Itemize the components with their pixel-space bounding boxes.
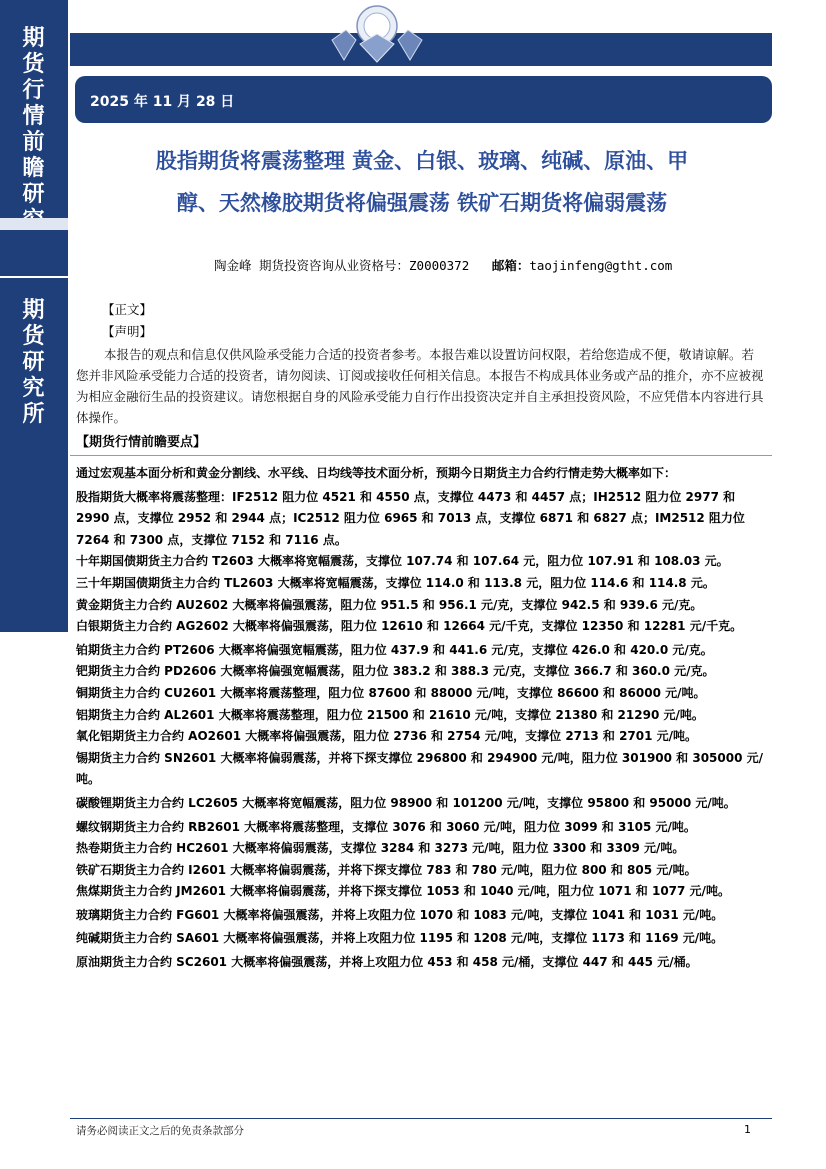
forecast-item: 铜期货主力合约 CU2601 大概率将震荡整理，阻力位 87600 和 88000 元/吨，支撑位 86600 和 86000 元/吨。 bbox=[76, 685, 706, 700]
forecast-item: 氧化铝期货主力合约 AO2601 大概率将偏强震荡，阻力位 2736 和 2754 元/吨，支撑位 2713 和 2701 元/吨。 bbox=[76, 729, 698, 744]
forecast-item: 钯期货主力合约 PD2606 大概率将偏强宽幅震荡，阻力位 383.2 和 388.3 元/克，支撑位 366.7 和 360.0 元/克。 bbox=[76, 664, 715, 679]
forecast-item: 碳酸锂期货主力合约 LC2605 大概率将宽幅震荡，阻力位 98900 和 101200 元/吨，支撑位 95800 和 95000 元/吨。 bbox=[76, 795, 736, 810]
footer-divider bbox=[70, 1118, 772, 1119]
section-title: 【期货行情前瞻要点】 bbox=[76, 435, 207, 450]
forecast-item: 螺纹钢期货主力合约 RB2601 大概率将震荡整理，支撑位 3076 和 3060 元/吨，阻力位 3099 和 3105 元/吨。 bbox=[76, 819, 696, 834]
author-email[interactable]: taojinfeng@gtht.com bbox=[529, 258, 673, 273]
forecast-item: 锡期货主力合约 SN2601 大概率将偏弱震荡，并将下探支撑位 296800 和 294900 元/吨，阻力位 301900 和 305000 元/吨。 bbox=[76, 750, 764, 787]
intro-paragraph: 通过宏观基本面分析和黄金分割线、水平线、日均线等技术面分析，预期今日期货主力合约行情走势大概率如下： bbox=[76, 466, 677, 480]
forecast-item: 玻璃期货主力合约 FG601 大概率将偏强震荡，并将上攻阻力位 1070 和 1083 元/吨，支撑位 1041 和 1031 元/吨。 bbox=[76, 907, 724, 922]
forecast-item: 铁矿石期货主力合约 I2601 大概率将偏弱震荡，并将下探支撑位 783 和 780 元/吨，阻力位 800 和 805 元/吨。 bbox=[76, 862, 697, 877]
section-divider bbox=[70, 455, 772, 456]
forecast-item: 焦煤期货主力合约 JM2601 大概率将偏弱震荡，并将下探支撑位 1053 和 1040 元/吨，阻力位 1071 和 1077 元/吨。 bbox=[76, 884, 730, 899]
sidebar-divider bbox=[0, 276, 68, 278]
forecast-item: 原油期货主力合约 SC2601 大概率将偏强震荡，并将上攻阻力位 453 和 458 元/桶，支撑位 447 和 445 元/桶。 bbox=[76, 955, 698, 970]
title-line-1: 股指期货将震荡整理 黄金、白银、玻璃、纯碱、原油、甲 bbox=[155, 148, 689, 173]
report-title bbox=[82, 140, 762, 224]
sidebar-label-bottom: 期货研究所 bbox=[22, 298, 46, 427]
sidebar-gap bbox=[0, 218, 68, 230]
sidebar-bottom-panel bbox=[0, 230, 68, 632]
declaration-text: 本报告的观点和信息仅供风险承受能力合适的投资者参考。本报告难以设置访问权限，若给您造成不便，敬请谅解。若您并非风险承受能力合适的投资者，请勿阅读、订阅或接收任何相关信息。本报告不构成具体业务或产品的推介，亦不应被视为相应金融衍生品的投资建议。请您根据自身的风险承受能力自行作出投资决定并自主承担投资风险，不应凭借本内容进行具体操作。 bbox=[76, 347, 764, 425]
main-text-label: 【正文】 bbox=[102, 302, 153, 317]
email-label: 邮箱： bbox=[491, 258, 530, 273]
page-number: 1 bbox=[744, 1123, 751, 1136]
forecast-list bbox=[76, 463, 768, 974]
forecast-item: 十年期国债期货主力合约 T2603 大概率将宽幅震荡，支撑位 107.74 和 107.64 元，阻力位 107.91 和 108.03 元。 bbox=[76, 554, 729, 569]
forecast-item: 铝期货主力合约 AL2601 大概率将震荡整理，阻力位 21500 和 21610 元/吨，支撑位 21380 和 21290 元/吨。 bbox=[76, 707, 704, 722]
forecast-item: 三十年期国债期货主力合约 TL2603 大概率将宽幅震荡，支撑位 114.0 和 113.8 元，阻力位 114.6 和 114.8 元。 bbox=[76, 575, 715, 590]
forecast-item: 铂期货主力合约 PT2606 大概率将偏强宽幅震荡，阻力位 437.9 和 441.6 元/克，支撑位 426.0 和 420.0 元/克。 bbox=[76, 642, 713, 657]
author-name-cert: 陶金峰 期货投资咨询从业资格号：Z0000372 bbox=[214, 258, 470, 273]
forecast-item: 白银期货主力合约 AG2602 大概率将偏强震荡，阻力位 12610 和 12664 元/千克，支撑位 12350 和 12281 元/千克。 bbox=[76, 619, 743, 634]
diamond-logo-icon bbox=[322, 4, 432, 64]
author-info bbox=[214, 256, 672, 274]
forecast-item: 黄金期货主力合约 AU2602 大概率将偏强震荡，阻力位 951.5 和 956.1 元/克，支撑位 942.5 和 939.6 元/克。 bbox=[76, 597, 703, 612]
sidebar-label-top: 期货行情前瞻研 bbox=[22, 26, 46, 207]
report-date: 2025 年 11 月 28 日 bbox=[90, 94, 235, 110]
forecast-item: 股指期货大概率将震荡整理：IF2512 阻力位 4521 和 4550 点，支撑位 4473 和 4457 点；IH2512 阻力位 2977 和 2990 点，支撑位 2952 和 2944 点；IC2512 阻力位 6965 和 7013 点，支撑位 6871 和 6827 点；IM2512 阻力位 7264 和 7300 点，支撑位 7152 和 7116 点。 bbox=[76, 489, 745, 547]
statement-label: 【声明】 bbox=[102, 324, 153, 339]
footer-disclaimer: 请务必阅读正文之后的免责条款部分 bbox=[76, 1125, 244, 1137]
forecast-item: 纯碱期货主力合约 SA601 大概率将偏强震荡，并将上攻阻力位 1195 和 1208 元/吨，支撑位 1173 和 1169 元/吨。 bbox=[76, 931, 724, 946]
title-line-2: 醇、天然橡胶期货将偏强震荡 铁矿石期货将偏弱震荡 bbox=[176, 190, 668, 215]
forecast-item: 热卷期货主力合约 HC2601 大概率将偏弱震荡，支撑位 3284 和 3273 元/吨，阻力位 3300 和 3309 元/吨。 bbox=[76, 841, 685, 856]
